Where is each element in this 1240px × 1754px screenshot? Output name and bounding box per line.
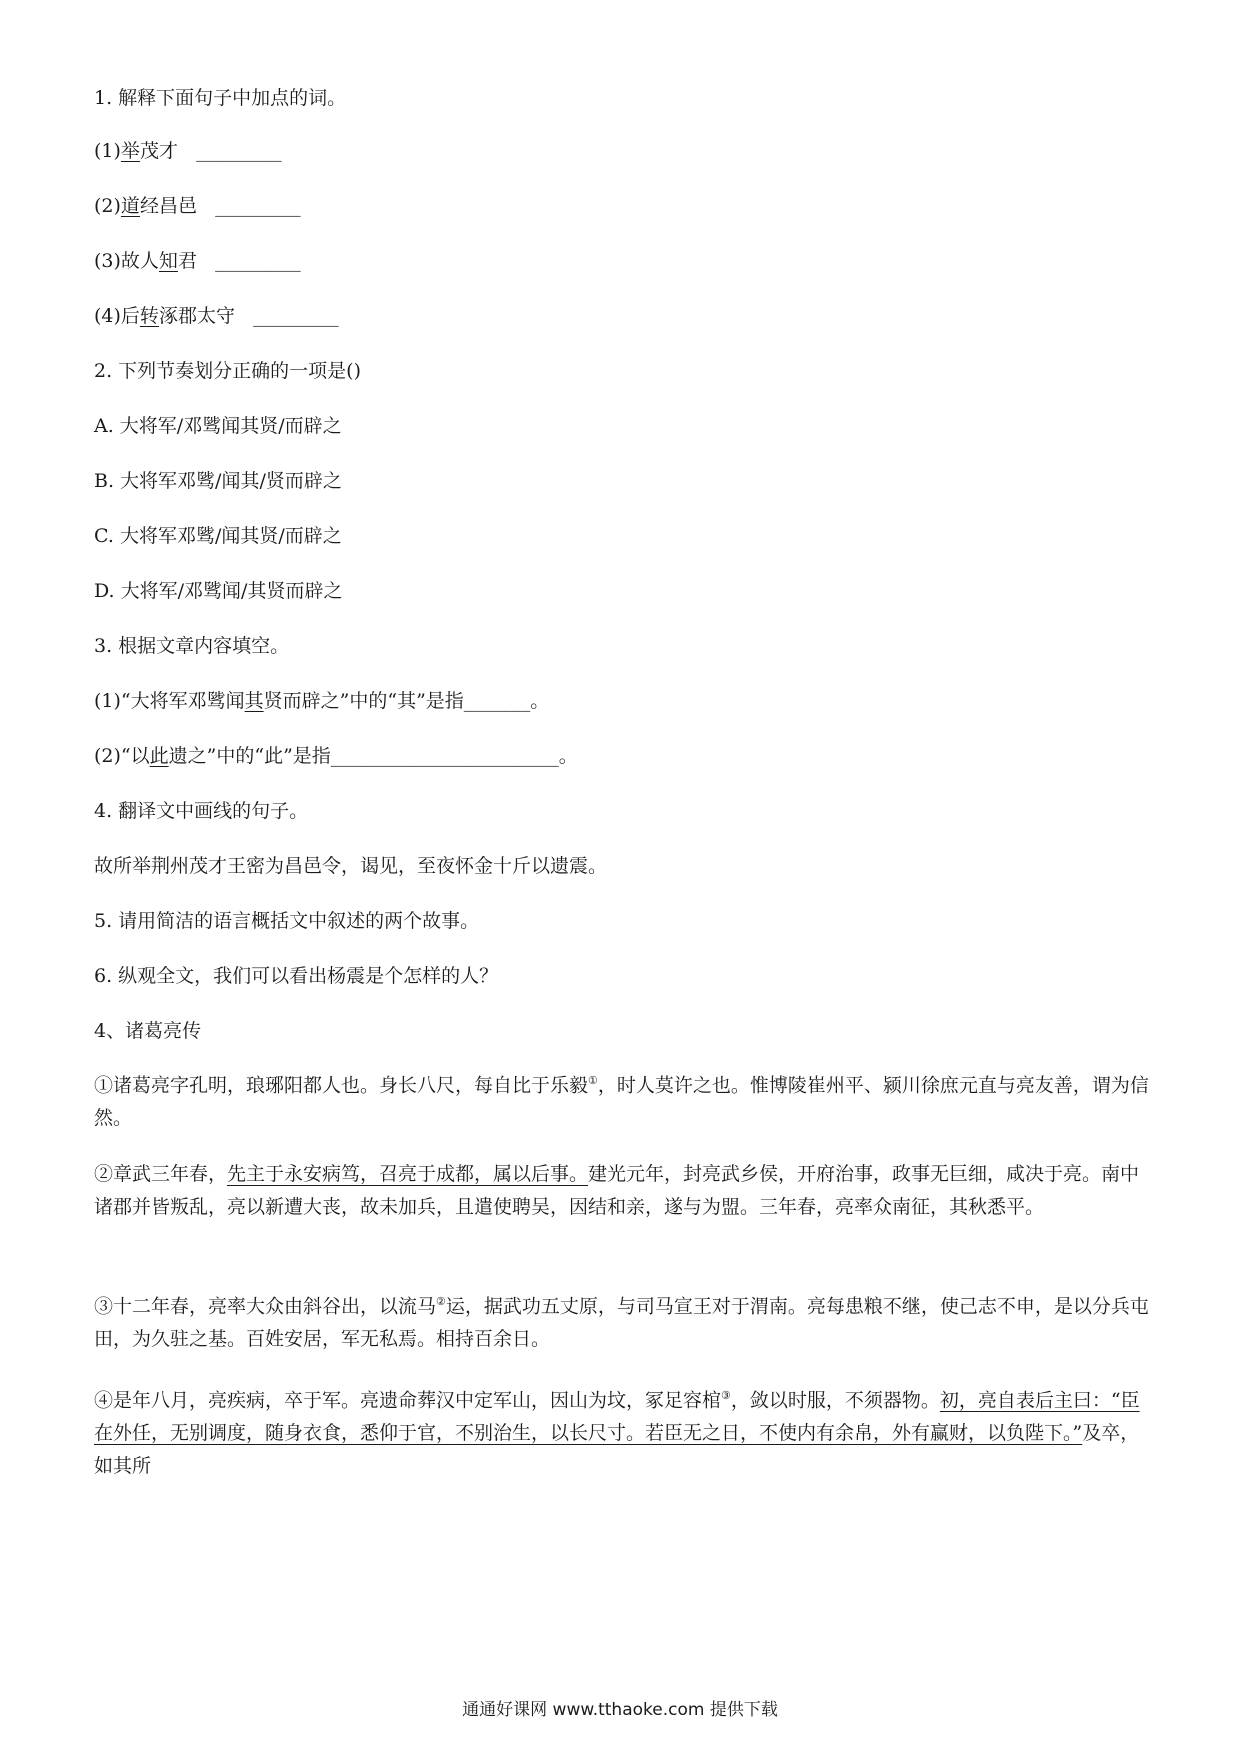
q4-sentence: 故所举荆州茂才王密为昌邑令，谒见，至夜怀金十斤以遗震。 <box>94 855 608 877</box>
q1-item-2: (2)道经昌邑 _________ <box>94 195 301 217</box>
q2-title: 2. 下列节奏划分正确的一项是() <box>94 360 361 382</box>
underlined-sentence-1: 先主于永安病笃，召亮于成都，属以后事。 <box>227 1163 589 1185</box>
q2-option-d: D. 大将军/邓骘闻/其贤而辟之 <box>94 580 343 602</box>
q6-title: 6. 纵观全文，我们可以看出杨震是个怎样的人？ <box>94 965 499 987</box>
footnote-marker-2: ② <box>436 1295 446 1308</box>
q1-item-4: (4)后转涿郡太守 _________ <box>94 305 339 327</box>
underlined-sentence-2: 初，亮自表后主曰：“臣在外任，无别调度，随身衣食，悉仰于官，不别治生，以长尺寸。若臣无之日，不使内有余帛，外有赢财，以负陛下。” <box>94 1389 1140 1445</box>
q2-option-b: B. 大将军邓骘/闻其/贤而辟之 <box>94 470 342 492</box>
page-footer: 通通好课网 www.tthaoke.com 提供下载 <box>462 1700 778 1720</box>
q1-title: 1. 解释下面句子中加点的词。 <box>94 87 347 109</box>
footnote-marker-1: ① <box>588 1074 598 1087</box>
q3-title: 3. 根据文章内容填空。 <box>94 635 290 657</box>
q2-option-c: C. 大将军邓骘/闻其贤/而辟之 <box>94 525 342 547</box>
q3-item-1: (1)“大将军邓骘闻其贤而辟之”中的“其”是指_______。 <box>94 690 550 712</box>
paragraph-2: ②章武三年春，先主于永安病笃，召亮于成都，属以后事。建光元年，封亮武乡侯，开府治事，政事无巨细，咸决于亮。南中诸郡并皆叛乱，亮以新遭大丧，故未加兵，且遣使聘吴，因结和亲，遂与为盟。三年春，亮率众南征，其秋悉平。 <box>94 1163 1140 1218</box>
q1-item-1: (1)举茂才 _________ <box>94 140 282 162</box>
paragraph-4: ④是年八月，亮疾病，卒于军。亮遗命葬汉中定军山，因山为坟，冢足容棺③，敛以时服，不须器物。初，亮自表后主曰：“臣在外任，无别调度，随身衣食，悉仰于官，不别治生，以长尺寸。若臣无之日，不使内有余帛，外有赢财，以负陛下。”及卒，如其所 <box>94 1389 1140 1478</box>
section-4-title: 4、诸葛亮传 <box>94 1020 202 1042</box>
q3-item-2: (2)“以此遗之”中的“此”是指________________________。 <box>94 745 578 767</box>
q5-title: 5. 请用简洁的语言概括文中叙述的两个故事。 <box>94 910 480 932</box>
footnote-marker-3: ③ <box>721 1389 731 1402</box>
paragraph-3: ③十二年春，亮率大众由斜谷出，以流马②运，据武功五丈原，与司马宣王对于渭南。亮每患粮不继，使己志不申，是以分兵屯田，为久驻之基。百姓安居，军无私焉。相持百余日。 <box>94 1295 1149 1351</box>
q4-title: 4. 翻译文中画线的句子。 <box>94 800 309 822</box>
q2-option-a: A. 大将军/邓骘闻其贤/而辟之 <box>94 415 342 437</box>
paragraph-1: ①诸葛亮字孔明，琅琊阳都人也。身长八尺，每自比于乐毅①，时人莫许之也。惟博陵崔州平、颍川徐庶元直与亮友善，谓为信然。 <box>94 1074 1149 1130</box>
q1-item-3: (3)故人知君 _________ <box>94 250 301 272</box>
